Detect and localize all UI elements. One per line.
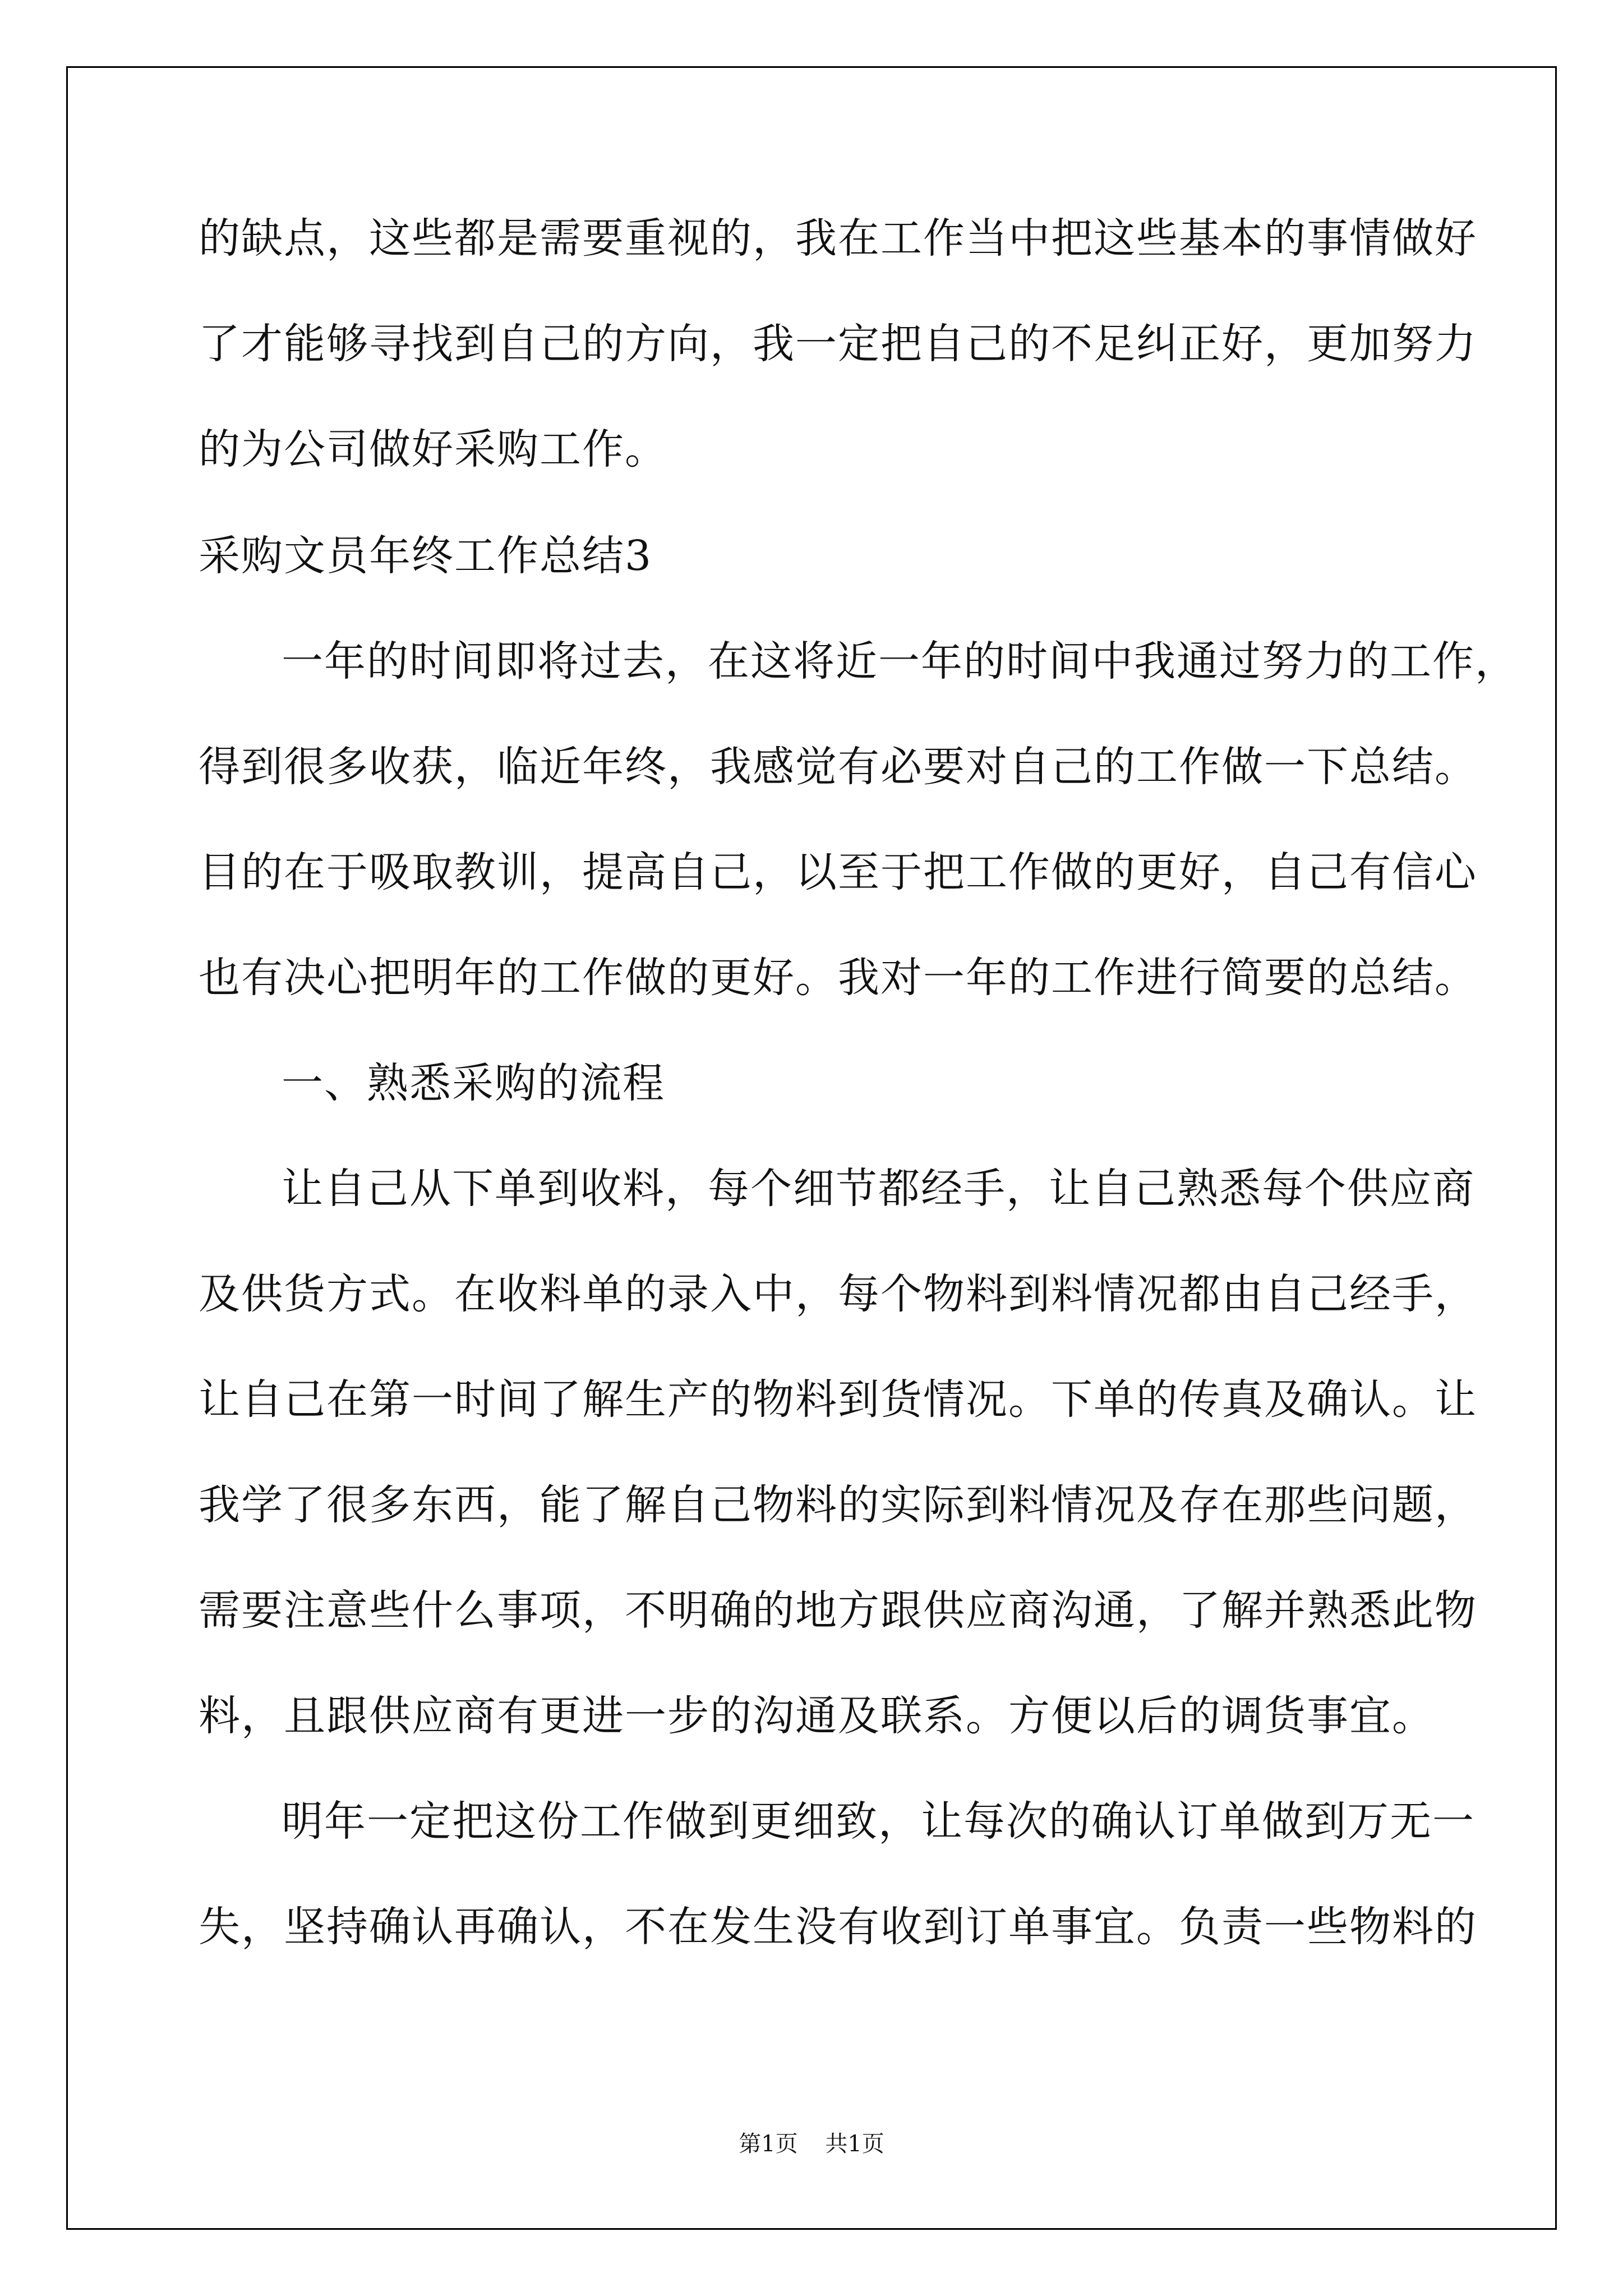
page-total: 共1页 [825,2131,884,2157]
subsection-heading: 一、熟悉采购的流程 [282,1059,665,1107]
body-line: 我学了很多东西，能了解自己物料的实际到料情况及存在那些问题， [199,1481,1477,1529]
body-line: 让自己在第一时间了解生产的物料到货情况。下单的传真及确认。让 [199,1375,1477,1424]
body-line: 一年的时间即将过去，在这将近一年的时间中我通过努力的工作， [282,637,1518,685]
body-line: 目的在于吸取教训，提高自己，以至于把工作做的更好，自己有信心 [199,848,1477,896]
body-line: 让自己从下单到收料，每个细节都经手，让自己熟悉每个供应商 [282,1165,1475,1213]
body-line: 料，且跟供应商有更进一步的沟通及联系。方便以后的调货事宜。 [199,1692,1435,1740]
body-line: 得到很多收获，临近年终，我感觉有必要对自己的工作做一下总结。 [199,743,1477,791]
body-line: 明年一定把这份工作做到更细致，让每次的确认订单做到万无一 [282,1797,1475,1846]
body-line: 也有决心把明年的工作做的更好。我对一年的工作进行简要的总结。 [199,954,1477,1002]
body-line: 的缺点，这些都是需要重视的，我在工作当中把这些基本的事情做好 [199,214,1477,263]
body-line: 了才能够寻找到自己的方向，我一定把自己的不足纠正好，更加努力 [199,320,1477,368]
body-line: 及供货方式。在收料单的录入中，每个物料到料情况都由自己经手， [199,1270,1477,1318]
page-number: 第1页 [739,2131,798,2157]
body-line: 的为公司做好采购工作。 [199,425,667,473]
section-heading: 采购文员年终工作总结3 [199,532,653,580]
body-line: 失，坚持确认再确认，不在发生没有收到订单事宜。负责一些物料的 [199,1903,1477,1951]
body-line: 需要注意些什么事项，不明确的地方跟供应商沟通，了解并熟悉此物 [199,1586,1477,1635]
page-footer [0,2130,1623,2158]
